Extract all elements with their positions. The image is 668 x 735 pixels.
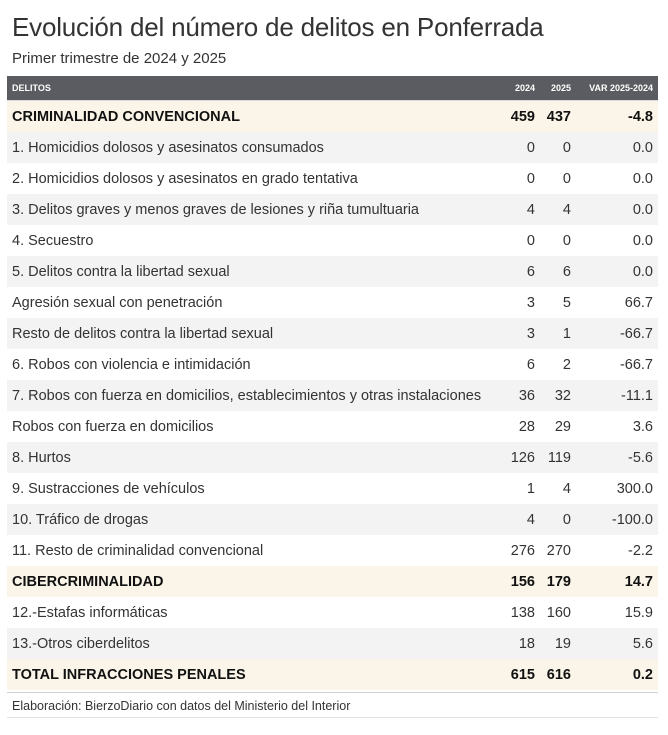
- cell-var: 5.6: [632, 635, 653, 652]
- cell-2025: 29: [554, 418, 571, 435]
- table-row: [7, 473, 658, 504]
- table-row: [7, 163, 658, 194]
- cell-var: 14.7: [624, 573, 653, 590]
- page-title: Evolución del número de delitos en Ponferrada: [12, 12, 544, 42]
- cell-2024: 126: [510, 449, 535, 466]
- table-row: [7, 535, 658, 566]
- cell-var: 0.2: [632, 666, 653, 683]
- cell-var: 300.0: [616, 480, 653, 497]
- cell-delito: Agresión sexual con penetración: [12, 294, 223, 311]
- cell-2024: 3: [526, 294, 535, 311]
- cell-2024: 459: [510, 108, 535, 125]
- cell-2025: 0: [562, 232, 571, 249]
- cell-2025: 160: [546, 604, 571, 621]
- header-cell-delitos: DELITOS: [12, 83, 51, 93]
- table-row: [7, 287, 658, 318]
- cell-var: 0.0: [632, 201, 653, 218]
- cell-delito: 5. Delitos contra la libertad sexual: [12, 263, 230, 280]
- cell-var: 15.9: [624, 604, 653, 621]
- source-text: Elaboración: BierzoDiario con datos del Ministerio del Interior: [12, 699, 351, 713]
- table-section-row: [7, 659, 658, 690]
- cell-2024: 1: [526, 480, 535, 497]
- table-row: [7, 349, 658, 380]
- cell-2025: 6: [562, 263, 571, 280]
- crime-table: [7, 76, 658, 690]
- table-row: [7, 225, 658, 256]
- cell-delito: TOTAL INFRACCIONES PENALES: [12, 666, 246, 683]
- table-row: [7, 194, 658, 225]
- cell-var: -66.7: [619, 325, 653, 342]
- cell-2024: 0: [526, 232, 535, 249]
- page-subtitle: Primer trimestre de 2024 y 2025: [12, 50, 227, 67]
- table-row: [7, 504, 658, 535]
- cell-2025: 5: [562, 294, 571, 311]
- header-cell-2025: 2025: [550, 83, 571, 93]
- table-body: [7, 101, 658, 690]
- table-header: [7, 76, 658, 101]
- cell-2025: 0: [562, 139, 571, 156]
- table-row: [7, 380, 658, 411]
- cell-delito: Resto de delitos contra la libertad sexual: [12, 325, 274, 342]
- cell-2025: 19: [554, 635, 571, 652]
- cell-var: -2.2: [628, 542, 653, 559]
- cell-var: -100.0: [611, 511, 653, 528]
- cell-delito: CIBERCRIMINALIDAD: [12, 573, 164, 590]
- cell-2025: 437: [546, 108, 571, 125]
- cell-delito: 6. Robos con violencia e intimidación: [12, 356, 251, 373]
- cell-delito: 13.-Otros ciberdelitos: [12, 635, 150, 652]
- cell-delito: 8. Hurtos: [12, 449, 71, 466]
- cell-var: -66.7: [619, 356, 653, 373]
- cell-2024: 615: [510, 666, 535, 683]
- cell-var: 0.0: [632, 170, 653, 187]
- cell-2024: 0: [526, 139, 535, 156]
- table-section-row: [7, 101, 658, 132]
- cell-2024: 4: [526, 201, 535, 218]
- cell-var: 0.0: [632, 139, 653, 156]
- cell-delito: 10. Tráfico de drogas: [12, 511, 149, 528]
- table-row: [7, 597, 658, 628]
- cell-2025: 4: [562, 201, 571, 218]
- cell-2024: 6: [526, 263, 535, 280]
- cell-var: -5.6: [628, 449, 653, 466]
- cell-var: 3.6: [632, 418, 653, 435]
- cell-var: 0.0: [632, 232, 653, 249]
- cell-delito: 2. Homicidios dolosos y asesinatos en grado tentativa: [12, 170, 358, 187]
- table-row: [7, 256, 658, 287]
- cell-2025: 2: [562, 356, 571, 373]
- cell-delito: 12.-Estafas informáticas: [12, 604, 168, 621]
- cell-delito: Robos con fuerza en domicilios: [12, 418, 214, 435]
- cell-2025: 0: [562, 511, 571, 528]
- cell-delito: CRIMINALIDAD CONVENCIONAL: [12, 108, 240, 125]
- cell-delito: 7. Robos con fuerza en domicilios, establecimientos y otras instalaciones: [12, 387, 482, 404]
- cell-2024: 138: [510, 604, 535, 621]
- cell-delito: 9. Sustracciones de vehículos: [12, 480, 205, 497]
- source-note: [7, 692, 658, 718]
- cell-2025: 1: [562, 325, 571, 342]
- cell-2024: 156: [510, 573, 535, 590]
- cell-2025: 179: [546, 573, 571, 590]
- cell-2024: 4: [526, 511, 535, 528]
- table-row: [7, 318, 658, 349]
- cell-2024: 36: [518, 387, 535, 404]
- table-row: [7, 442, 658, 473]
- cell-2025: 0: [562, 170, 571, 187]
- cell-delito: 11. Resto de criminalidad convencional: [12, 542, 264, 559]
- cell-var: 0.0: [632, 263, 653, 280]
- table-row: [7, 132, 658, 163]
- table-row: [7, 628, 658, 659]
- cell-var: -4.8: [628, 108, 653, 125]
- cell-2024: 276: [510, 542, 535, 559]
- cell-2025: 270: [546, 542, 571, 559]
- cell-var: -11.1: [621, 387, 653, 404]
- cell-2024: 0: [526, 170, 535, 187]
- header-cell-2024: 2024: [514, 83, 535, 93]
- cell-2024: 3: [526, 325, 535, 342]
- cell-2024: 28: [518, 418, 535, 435]
- cell-2025: 32: [554, 387, 571, 404]
- table-section-row: [7, 566, 658, 597]
- cell-2025: 4: [562, 480, 571, 497]
- cell-var: 66.7: [624, 294, 653, 311]
- cell-delito: 3. Delitos graves y menos graves de lesiones y riña tumultuaria: [12, 201, 419, 218]
- cell-delito: 1. Homicidios dolosos y asesinatos consumados: [12, 139, 324, 156]
- cell-2025: 616: [546, 666, 571, 683]
- cell-delito: 4. Secuestro: [12, 232, 94, 249]
- cell-2025: 119: [547, 449, 571, 466]
- cell-2024: 18: [518, 635, 535, 652]
- header-cell-var: VAR 2025-2024: [589, 83, 653, 93]
- cell-2024: 6: [526, 356, 535, 373]
- table-row: [7, 411, 658, 442]
